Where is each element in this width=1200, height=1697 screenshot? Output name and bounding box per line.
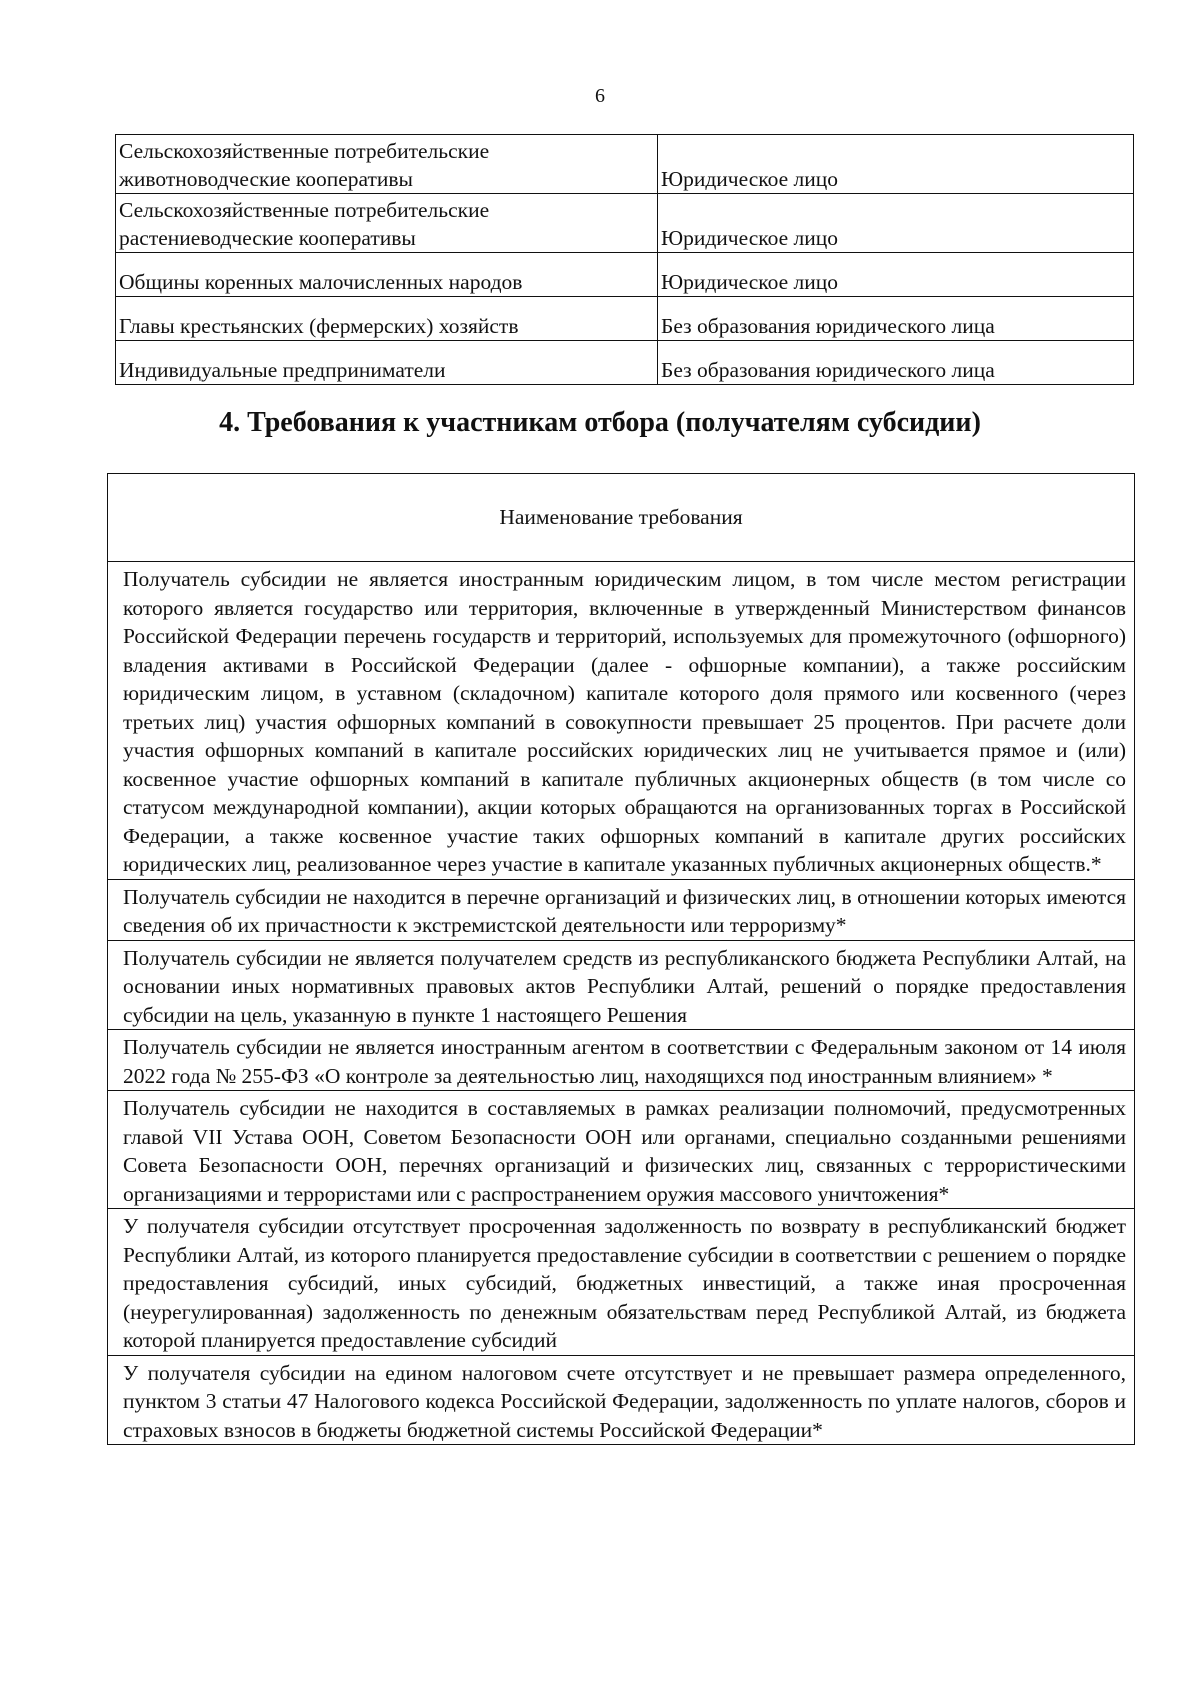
section-heading: 4. Требования к участникам отбора (получателям субсидии) bbox=[219, 407, 981, 438]
table-header-row bbox=[108, 474, 1135, 562]
requirement-cell: Получатель субсидии не является иностранным юридическим лицом, в том числе местом регистрации которого является государство или территория, включенные в утвержденный Министерством финансов Российской Федерации перечень государств и территорий, используемых для промежуточного (офшорного) владения активами в Российской Федерации (далее - офшорные компании), а также российским юридическим лицом, в уставном (складочном) капитале которого доля прямого или косвенного (через третьих лиц) участия офшорных компаний в совокупности превышает 25 процентов. При расчете доли участия офшорных компаний в капитале российских юридических лиц не учитывается прямое и (или) косвенное участие офшорных компаний в капитале публичных акционерных обществ (в том числе со статусом международной компании), акции которых обращаются на организованных торгах в Российской Федерации, а также косвенное участие таких офшорных компаний в капитале других российских юридических лиц, реализованное через участие в капитале указанных публичных акционерных обществ.* bbox=[108, 562, 1135, 880]
requirement-cell: У получателя субсидии на едином налоговом счете отсутствует и не превышает размера определенного, пунктом 3 статьи 47 Налогового кодекса Российской Федерации, задолженность по уплате налогов, сборов и страховых взносов в бюджеты бюджетной системы Российской Федерации* bbox=[108, 1355, 1135, 1445]
legal-form-cell: Без образования юридического лица bbox=[658, 297, 1134, 341]
legal-form-cell: Юридическое лицо bbox=[658, 194, 1134, 253]
table-row bbox=[116, 297, 1134, 341]
requirement-cell: Получатель субсидии не находится в составляемых в рамках реализации полномочий, предусмотренных главой VII Устава ООН, Советом Безопасности ООН или органами, специально созданными решениями Совета Безопасности ООН, перечнях организаций и физических лиц, связанных с террористическими организациями и террористами или с распространением оружия массового уничтожения* bbox=[108, 1091, 1135, 1209]
table-row bbox=[108, 1030, 1135, 1091]
table-row bbox=[108, 879, 1135, 940]
table-row bbox=[116, 341, 1134, 385]
requirement-cell: Получатель субсидии не находится в перечне организаций и физических лиц, в отношении которых имеются сведения об их причастности к экстремистской деятельности или терроризму* bbox=[108, 879, 1135, 940]
recipient-type-cell: Сельскохозяйственные потребительские растениеводческие кооперативы bbox=[116, 194, 658, 253]
table-row bbox=[116, 253, 1134, 297]
table-row bbox=[116, 194, 1134, 253]
requirement-cell: Получатель субсидии не является иностранным агентом в соответствии с Федеральным законом от 14 июля 2022 года № 255-ФЗ «О контроле за деятельностью лиц, находящихся под иностранным влиянием» * bbox=[108, 1030, 1135, 1091]
page-number: 6 bbox=[595, 85, 605, 107]
table-row bbox=[108, 1209, 1135, 1356]
legal-form-cell: Юридическое лицо bbox=[658, 135, 1134, 194]
table-header: Наименование требования bbox=[108, 474, 1135, 562]
table-row bbox=[108, 1355, 1135, 1445]
recipient-type-cell: Общины коренных малочисленных народов bbox=[116, 253, 658, 297]
recipient-type-cell: Сельскохозяйственные потребительские животноводческие кооперативы bbox=[116, 135, 658, 194]
table-row bbox=[116, 135, 1134, 194]
requirements-table bbox=[107, 473, 1135, 1445]
legal-form-cell: Юридическое лицо bbox=[658, 253, 1134, 297]
legal-form-cell: Без образования юридического лица bbox=[658, 341, 1134, 385]
table-row bbox=[108, 940, 1135, 1030]
recipient-type-cell: Индивидуальные предприниматели bbox=[116, 341, 658, 385]
requirement-cell: Получатель субсидии не является получателем средств из республиканского бюджета Республики Алтай, на основании иных нормативных правовых актов Республики Алтай, решений о порядке предоставления субсидии на цель, указанную в пункте 1 настоящего Решения bbox=[108, 940, 1135, 1030]
table-row bbox=[108, 562, 1135, 880]
recipient-type-cell: Главы крестьянских (фермерских) хозяйств bbox=[116, 297, 658, 341]
recipient-types-table bbox=[115, 134, 1134, 385]
requirement-cell: У получателя субсидии отсутствует просроченная задолженность по возврату в республиканский бюджет Республики Алтай, из которого планируется предоставление субсидии в соответствии с решением о порядке предоставления субсидий, иных субсидий, бюджетных инвестиций, а также иная просроченная (неурегулированная) задолженность по денежным обязательствам перед Республикой Алтай, из бюджета которой планируется предоставление субсидий bbox=[108, 1209, 1135, 1356]
table-row bbox=[108, 1091, 1135, 1209]
